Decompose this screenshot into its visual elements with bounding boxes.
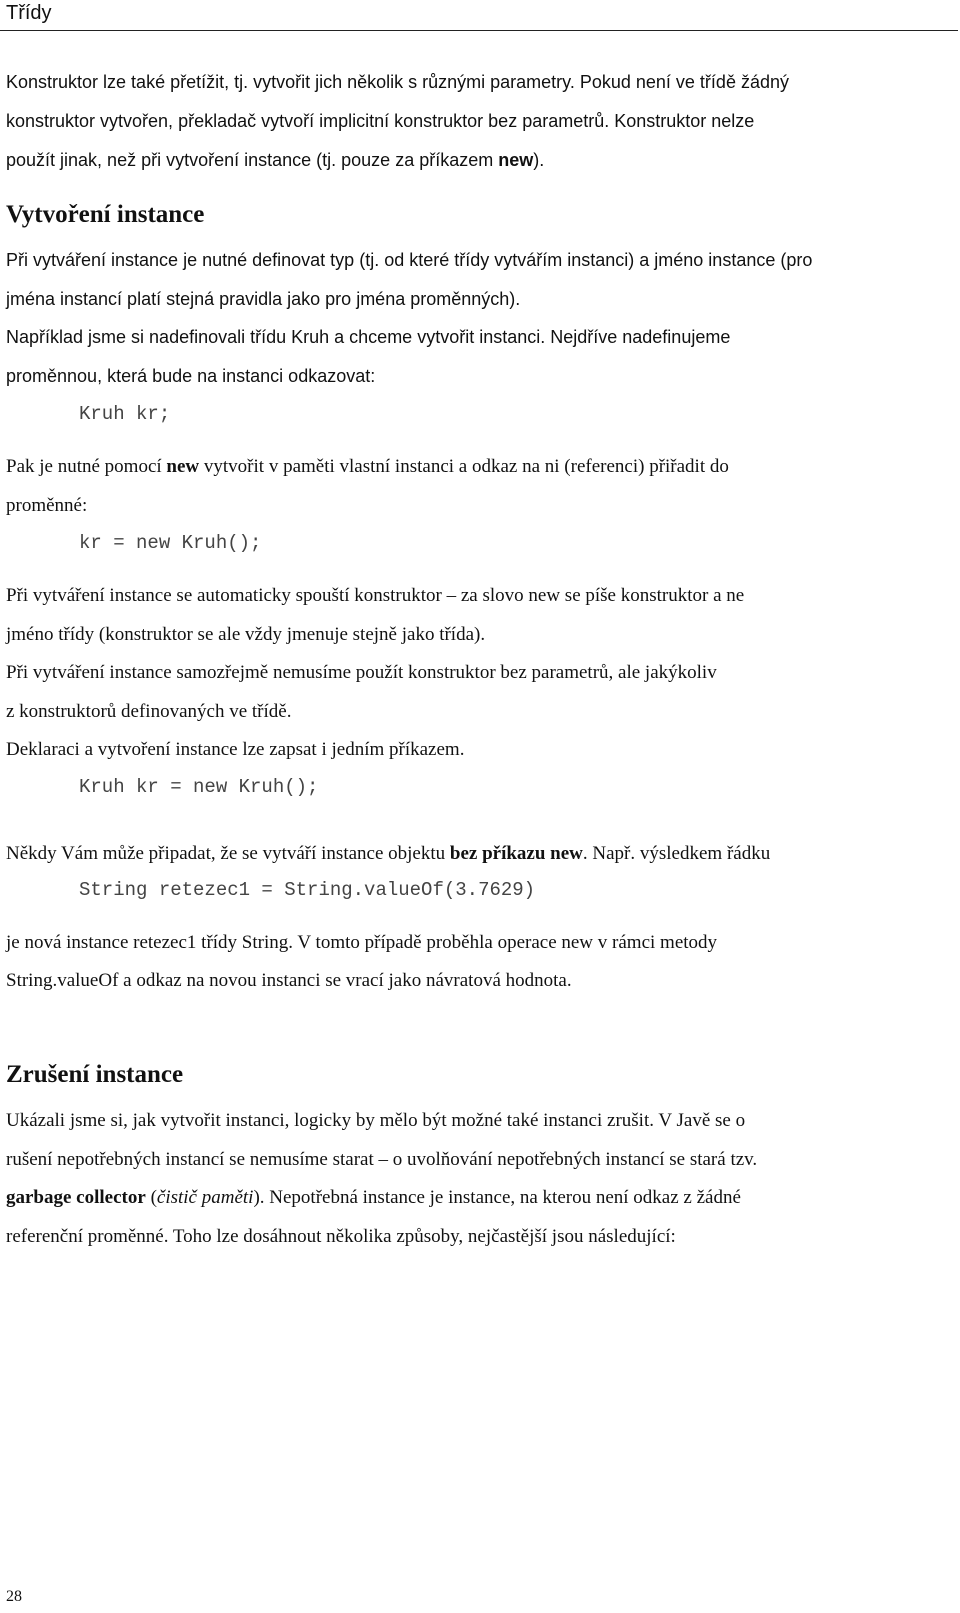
- paragraph-line: Ukázali jsme si, jak vytvořit instanci, logicky by mělo být možné také instanci zrušit. V Javě se o: [6, 1110, 746, 1131]
- paragraph-line: rušení nepotřebných instancí se nemusíme starat – o uvolňování nepotřebných instancí se stará tzv.: [6, 1149, 758, 1170]
- term-cistic-pameti: čistič paměti: [156, 1187, 254, 1208]
- section-heading-vytvoreni: Vytvoření instance: [6, 201, 205, 228]
- code-snippet: kr = new Kruh();: [79, 532, 262, 554]
- paragraph-line: referenční proměnné. Toho lze dosáhnout několika způsoby, nejčastější jsou následující:: [6, 1226, 676, 1247]
- paragraph-line: Pak je nutné pomocí new vytvořit v paměti vlastní instanci a odkaz na ni (referenci) přiřadit do: [6, 456, 729, 477]
- intro-line: použít jinak, než při vytvoření instance (tj. pouze za příkazem new).: [6, 150, 545, 170]
- intro-line: konstruktor vytvořen, překladač vytvoří implicitní konstruktor bez parametrů. Konstruktor nelze: [6, 111, 755, 131]
- paragraph-line: z konstruktorů definovaných ve třídě.: [6, 701, 292, 722]
- paragraph-line: jména instancí platí stejná pravidla jako pro jména proměnných).: [6, 289, 521, 309]
- paragraph-line: proměnné:: [6, 495, 88, 516]
- paragraph-line: String.valueOf a odkaz na novou instanci se vrací jako návratová hodnota.: [6, 970, 572, 991]
- paragraph-line: Například jsme si nadefinovali třídu Kruh a chceme vytvořit instanci. Nejdříve nadefinujeme: [6, 327, 731, 347]
- paragraph-line: Deklaraci a vytvoření instance lze zapsat i jedním příkazem.: [6, 739, 465, 760]
- paragraph-line: Někdy Vám může připadat, že se vytváří instance objektu bez příkazu new. Např. výsledkem řádku: [6, 843, 771, 864]
- page-number: 28: [6, 1588, 22, 1605]
- paragraph-line: je nová instance retezec1 třídy String. V tomto případě proběhla operace new v rámci metody: [6, 932, 718, 953]
- term-garbage-collector: garbage collector: [6, 1187, 146, 1208]
- intro-line: Konstruktor lze také přetížit, tj. vytvořit jich několik s různými parametry. Pokud není ve třídě žádný: [6, 72, 789, 92]
- paragraph-line: proměnnou, která bude na instanci odkazovat:: [6, 366, 376, 386]
- emphasis-bez-prikazu-new: bez příkazu new: [449, 843, 583, 864]
- code-snippet: String retezec1 = String.valueOf(3.7629): [79, 879, 536, 901]
- code-snippet: Kruh kr = new Kruh();: [79, 776, 319, 798]
- keyword-new: new: [166, 456, 200, 477]
- paragraph-line: Při vytváření instance samozřejmě nemusíme použít konstruktor bez parametrů, ale jakýkoliv: [6, 662, 717, 683]
- chapter-title: Třídy: [6, 2, 52, 24]
- code-snippet: Kruh kr;: [79, 403, 171, 425]
- page-header: [0, 0, 958, 31]
- paragraph-line: jméno třídy (konstruktor se ale vždy jmenuje stejně jako třída).: [6, 624, 486, 645]
- paragraph-line: garbage collector (čistič paměti). Nepotřebná instance je instance, na kterou není odkaz z žádné: [6, 1187, 741, 1208]
- paragraph-line: Při vytváření instance je nutné definovat typ (tj. od které třídy vytvářím instanci) a jméno instance (pro: [6, 250, 813, 270]
- section-heading-zruseni: Zrušení instance: [6, 1061, 184, 1088]
- keyword-new: new: [498, 150, 534, 170]
- paragraph-line: Při vytváření instance se automaticky spouští konstruktor – za slovo new se píše konstruktor a ne: [6, 585, 745, 606]
